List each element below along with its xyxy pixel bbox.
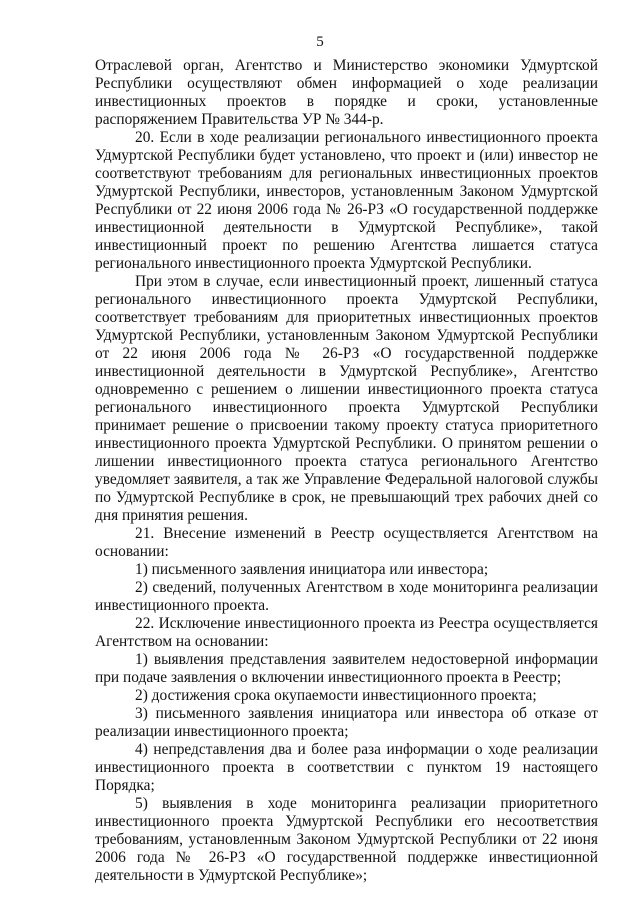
document-body (95, 57, 598, 885)
paragraph-clause-20: 20. Если в ходе реализации регионального инвестиционного проекта Удмуртской Республики будет установлено, что проект и (или) инвестор не соответствуют требованиям для региональных инвестиционных проектов Удмуртской Республики, инвесторов, установленным Законом Удмуртской Республики от 22 июня 2006 года № 26-РЗ «О государственной поддержке инвестиционной деятельности в Удмуртской Республике», такой инвестиционный проект по решению Агентства лишается статуса регионального инвестиционного проекта Удмуртской Республики. (95, 129, 598, 272)
list-item: 1) письменного заявления инициатора или инвестора; (135, 561, 489, 578)
list-item: 1) выявления представления заявителем недостоверной информации при подаче заявления о включении инвестиционного проекта в Реестр; (95, 651, 598, 686)
paragraph-clause-21: 21. Внесение изменений в Реестр осуществляется Агентством на основании: (95, 525, 598, 560)
list-item: 5) выявления в ходе мониторинга реализации приоритетного инвестиционного проекта Удмуртской Республики его несоответствия требованиям, установленным Законом Удмуртской Республики от 22 июня 2006 года № 26-РЗ «О государственной поддержке инвестиционной деятельности в Удмуртской Республике»; (95, 795, 598, 884)
list-item: 2) сведений, полученных Агентством в ходе мониторинга реализации инвестиционного проекта. (95, 579, 598, 614)
list-item: 3) письменного заявления инициатора или инвестора об отказе от реализации инвестиционного проекта; (95, 705, 598, 740)
paragraph-intro: Отраслевой орган, Агентство и Министерство экономики Удмуртской Республики осуществляют обмен информацией о ходе реализации инвестиционных проектов в порядке и сроки, установленные распоряжением Правительства УР № 344-р. (95, 57, 598, 128)
list-item: 2) достижения срока окупаемости инвестиционного проекта; (135, 687, 537, 704)
page-number: 5 (316, 34, 324, 50)
paragraph-clause-20-continued: При этом в случае, если инвестиционный проект, лишенный статуса регионального инвестиционного проекта Удмуртской Республики, соответствует требованиям для приоритетных инвестиционных проектов Удмуртской Республики, установленным Законом Удмуртской Республики от 22 июня 2006 года № 26-РЗ «О государственной поддержке инвестиционной деятельности в Удмуртской Республике», Агентство одновременно с решением о лишении инвестиционного проекта статуса регионального инвестиционного проекта Удмуртской Республики принимает решение о присвоении такому проекту статуса приоритетного инвестиционного проекта Удмуртской Республики. О принятом решении о лишении инвестиционного проекта статуса регионального Агентство уведомляет заявителя, а так же Управление Федеральной налоговой службы по Удмуртской Республике в срок, не превышающий трех рабочих дней со дня принятия решения. (95, 273, 598, 524)
list-item: 4) непредставления два и более раза информации о ходе реализации инвестиционного проекта в соответствии с пунктом 19 настоящего Порядка; (95, 741, 598, 794)
paragraph-clause-22: 22. Исключение инвестиционного проекта из Реестра осуществляется Агентством на основании: (95, 615, 598, 650)
